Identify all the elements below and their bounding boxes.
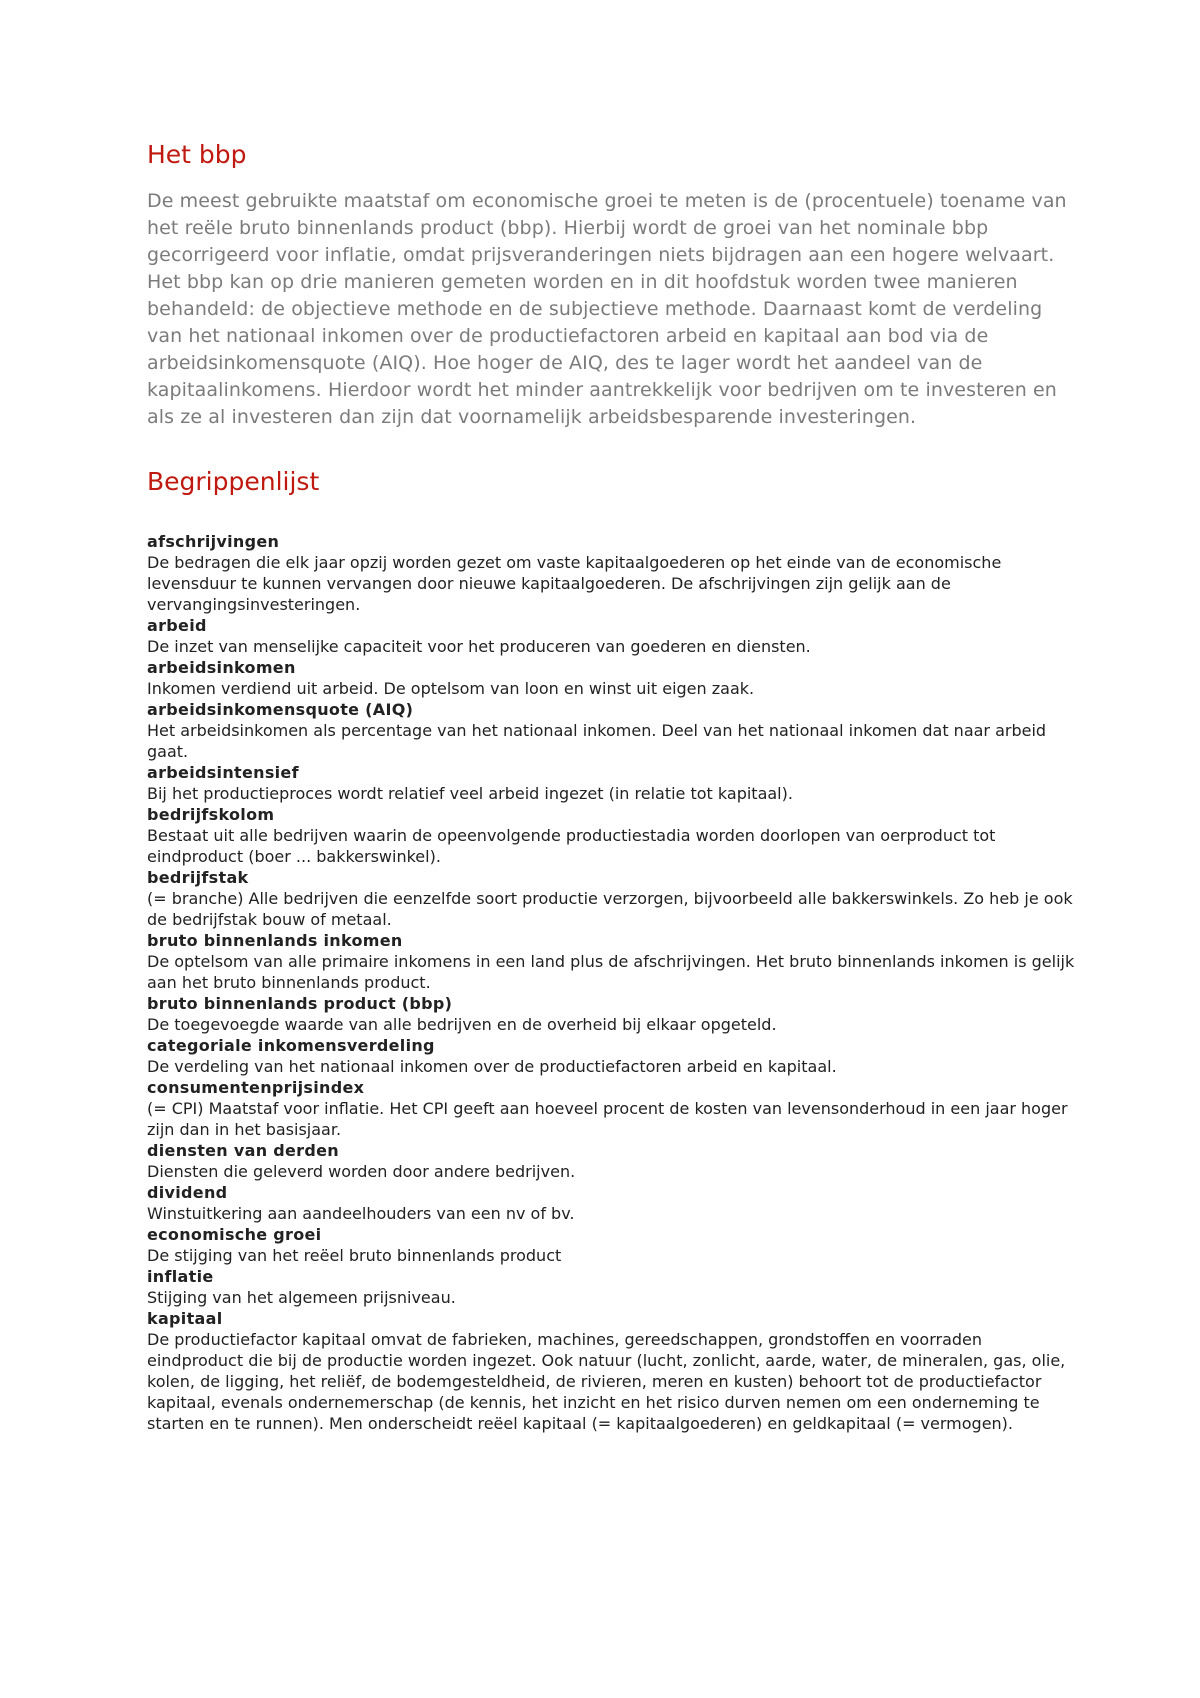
glossary-definition: Diensten die geleverd worden door andere bedrijven.: [147, 1162, 576, 1181]
glossary-term: categoriale inkomensverdeling: [147, 1036, 435, 1055]
glossary-entry: [147, 615, 1077, 657]
glossary-entry: [147, 993, 1077, 1035]
glossary-entry: [147, 930, 1077, 993]
glossary-entry: [147, 1266, 1077, 1308]
glossary-definition: Het arbeidsinkomen als percentage van het nationaal inkomen. Deel van het nationaal inkomen dat naar arbeid gaat.: [147, 721, 1047, 761]
glossary-definition: De verdeling van het nationaal inkomen over de productiefactoren arbeid en kapitaal.: [147, 1057, 837, 1076]
glossary-entry: [147, 1308, 1077, 1434]
glossary-entry: [147, 867, 1077, 930]
glossary-term: dividend: [147, 1183, 228, 1202]
intro-paragraph: De meest gebruikte maatstaf om economische groei te meten is de (procentuele) toename van het reële bruto binnenlands product (bbp). Hierbij wordt de groei van het nominale bbp gecorrigeerd voor inflatie, omdat prijsveranderingen niets bijdragen aan een hogere welvaart. Het bbp kan op drie manieren gemeten worden en in dit hoofdstuk worden twee manieren behandeld: de objectieve methode en de subjectieve methode. Daarnaast komt de verdeling van het nationaal inkomen over de productiefactoren arbeid en kapitaal aan bod via de arbeidsinkomensquote (AIQ). Hoe hoger de AIQ, des te lager wordt het aandeel van de kapitaalinkomens. Hierdoor wordt het minder aantrekkelijk voor bedrijven om te investeren en als ze al investeren dan zijn dat voornamelijk arbeidsbesparende investeringen.: [147, 190, 1067, 428]
section-title-bbp: Het bbp: [147, 140, 247, 169]
glossary-term: arbeidsintensief: [147, 763, 299, 782]
glossary-term: bruto binnenlands product (bbp): [147, 994, 453, 1013]
glossary-term: bedrijfstak: [147, 868, 249, 887]
glossary-definition: De inzet van menselijke capaciteit voor het produceren van goederen en diensten.: [147, 637, 811, 656]
glossary-definition: De optelsom van alle primaire inkomens in een land plus de afschrijvingen. Het bruto binnenlands inkomen is gelijk aan het bruto binnenlands product.: [147, 952, 1075, 992]
glossary-entry: [147, 1182, 1077, 1224]
glossary-term: economische groei: [147, 1225, 322, 1244]
glossary-definition: Stijging van het algemeen prijsniveau.: [147, 1288, 456, 1307]
glossary-definition: (= CPI) Maatstaf voor inflatie. Het CPI geeft aan hoeveel procent de kosten van levensonderhoud in een jaar hoger zijn dan in het basisjaar.: [147, 1099, 1068, 1139]
glossary-entry: [147, 1224, 1077, 1266]
document-page: [147, 140, 1077, 1434]
glossary-list: [147, 531, 1077, 1434]
glossary-definition: Bij het productieproces wordt relatief veel arbeid ingezet (in relatie tot kapitaal).: [147, 784, 793, 803]
glossary-term: arbeid: [147, 616, 207, 635]
glossary-entry: [147, 531, 1077, 615]
glossary-entry: [147, 804, 1077, 867]
glossary-definition: De stijging van het reëel bruto binnenlands product: [147, 1246, 562, 1265]
glossary-definition: Winstuitkering aan aandeelhouders van een nv of bv.: [147, 1204, 575, 1223]
glossary-definition: De bedragen die elk jaar opzij worden gezet om vaste kapitaalgoederen op het einde van de economische levensduur te kunnen vervangen door nieuwe kapitaalgoederen. De afschrijvingen zijn gelijk aan de vervangingsinvesteringen.: [147, 553, 1002, 614]
glossary-entry: [147, 1140, 1077, 1182]
glossary-definition: De toegevoegde waarde van alle bedrijven en de overheid bij elkaar opgeteld.: [147, 1015, 777, 1034]
glossary-term: kapitaal: [147, 1309, 223, 1328]
glossary-term: afschrijvingen: [147, 532, 280, 551]
glossary-definition: De productiefactor kapitaal omvat de fabrieken, machines, gereedschappen, grondstoffen en voorraden eindproduct die bij de productie worden ingezet. Ook natuur (lucht, zonlicht, aarde, water, de mineralen, gas, olie, kolen, de ligging, het reliëf, de bodemgesteldheid, de rivieren, meren en kusten) behoort tot de productiefactor kapitaal, evenals ondernemerschap (de kennis, het inzicht en het risico durven nemen om een onderneming te starten en te runnen). Men onderscheidt reëel kapitaal (= kapitaalgoederen) en geldkapitaal (= vermogen).: [147, 1330, 1066, 1433]
glossary-entry: [147, 657, 1077, 699]
glossary-entry: [147, 762, 1077, 804]
glossary-term: arbeidsinkomen: [147, 658, 296, 677]
glossary-term: arbeidsinkomensquote (AIQ): [147, 700, 414, 719]
glossary-entry: [147, 1077, 1077, 1140]
glossary-term: bedrijfskolom: [147, 805, 275, 824]
glossary-term: consumentenprijsindex: [147, 1078, 365, 1097]
glossary-definition: Inkomen verdiend uit arbeid. De optelsom van loon en winst uit eigen zaak.: [147, 679, 755, 698]
section-title-begrippenlijst: Begrippenlijst: [147, 467, 320, 496]
glossary-term: bruto binnenlands inkomen: [147, 931, 403, 950]
glossary-term: inflatie: [147, 1267, 214, 1286]
glossary-term: diensten van derden: [147, 1141, 339, 1160]
glossary-definition: (= branche) Alle bedrijven die eenzelfde soort productie verzorgen, bijvoorbeeld alle bakkerswinkels. Zo heb je ook de bedrijfstak bouw of metaal.: [147, 889, 1073, 929]
glossary-entry: [147, 699, 1077, 762]
glossary-definition: Bestaat uit alle bedrijven waarin de opeenvolgende productiestadia worden doorlopen van oerproduct tot eindproduct (boer ... bakkerswinkel).: [147, 826, 996, 866]
glossary-entry: [147, 1035, 1077, 1077]
